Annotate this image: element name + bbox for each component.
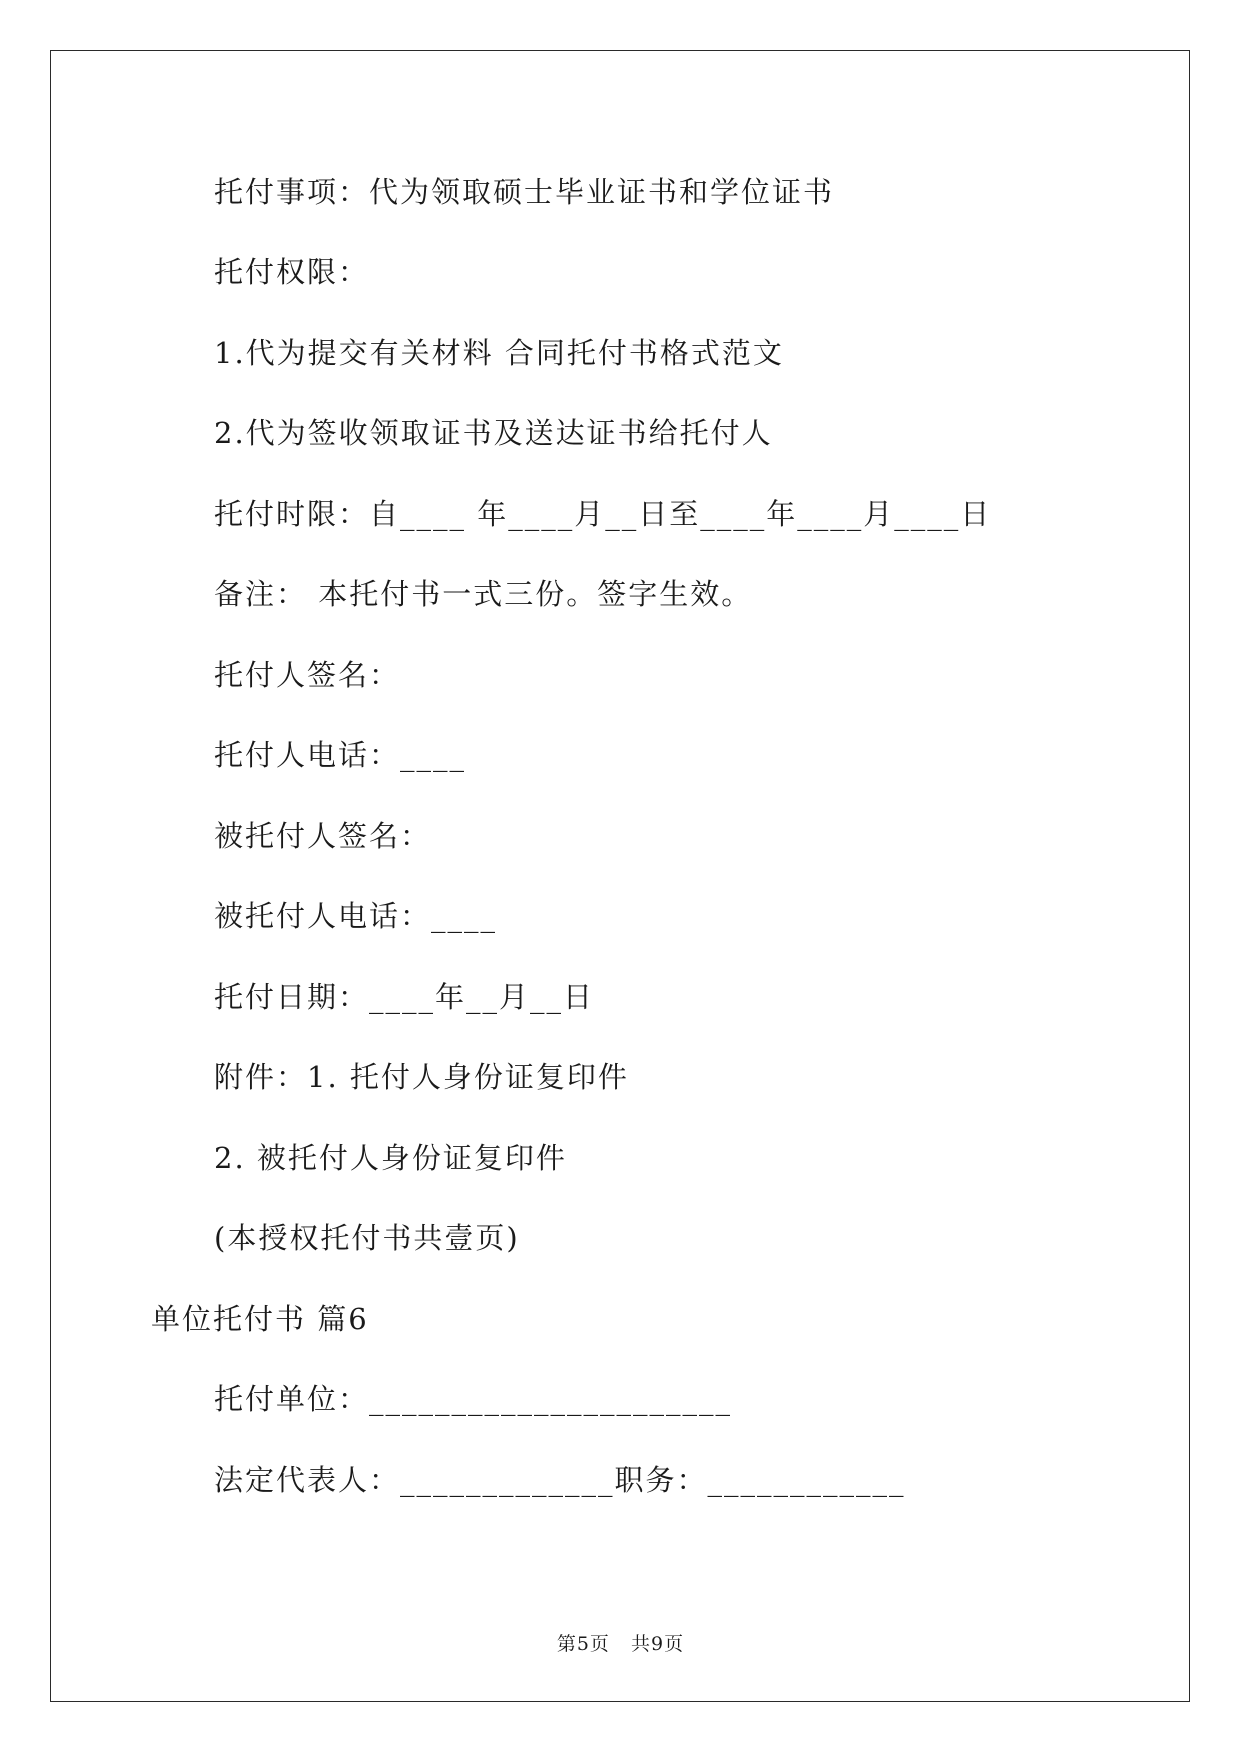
section-heading: 单位托付书 篇6: [151, 1302, 369, 1336]
page-border: [50, 50, 1190, 1702]
text-line-attachment-2: 2. 被托付人身份证复印件: [214, 1141, 567, 1175]
text-line-authority-heading: 托付权限：: [214, 255, 370, 289]
text-line-principal-phone: 托付人电话：____: [214, 738, 467, 772]
text-line-time-limit: 托付时限：自____ 年____月__日至____年____月____日: [214, 497, 992, 531]
text-line-agent-signature: 被托付人签名：: [214, 819, 432, 853]
text-line-attachment-1: 附件：1. 托付人身份证复印件: [214, 1060, 629, 1094]
text-line-authority-2: 2.代为签收领取证书及送达证书给托付人: [214, 416, 773, 450]
text-line-entrusted-matter: 托付事项：代为领取硕士毕业证书和学位证书: [214, 175, 835, 209]
text-line-entrust-date: 托付日期：____年__月__日: [214, 980, 595, 1014]
text-line-page-count-note: (本授权托付书共壹页): [214, 1221, 520, 1255]
page-footer: 第5页 共9页: [556, 1633, 685, 1655]
text-line-remarks: 备注： 本托付书一式三份。签字生效。: [214, 577, 753, 611]
text-line-authority-1: 1.代为提交有关材料 合同托付书格式范文: [214, 336, 784, 370]
text-line-agent-phone: 被托付人电话：____: [214, 899, 498, 933]
text-line-legal-representative: 法定代表人：_____________职务：____________: [214, 1463, 906, 1497]
text-line-principal-signature: 托付人签名：: [214, 658, 401, 692]
text-line-entrusting-unit: 托付单位：______________________: [214, 1382, 733, 1416]
